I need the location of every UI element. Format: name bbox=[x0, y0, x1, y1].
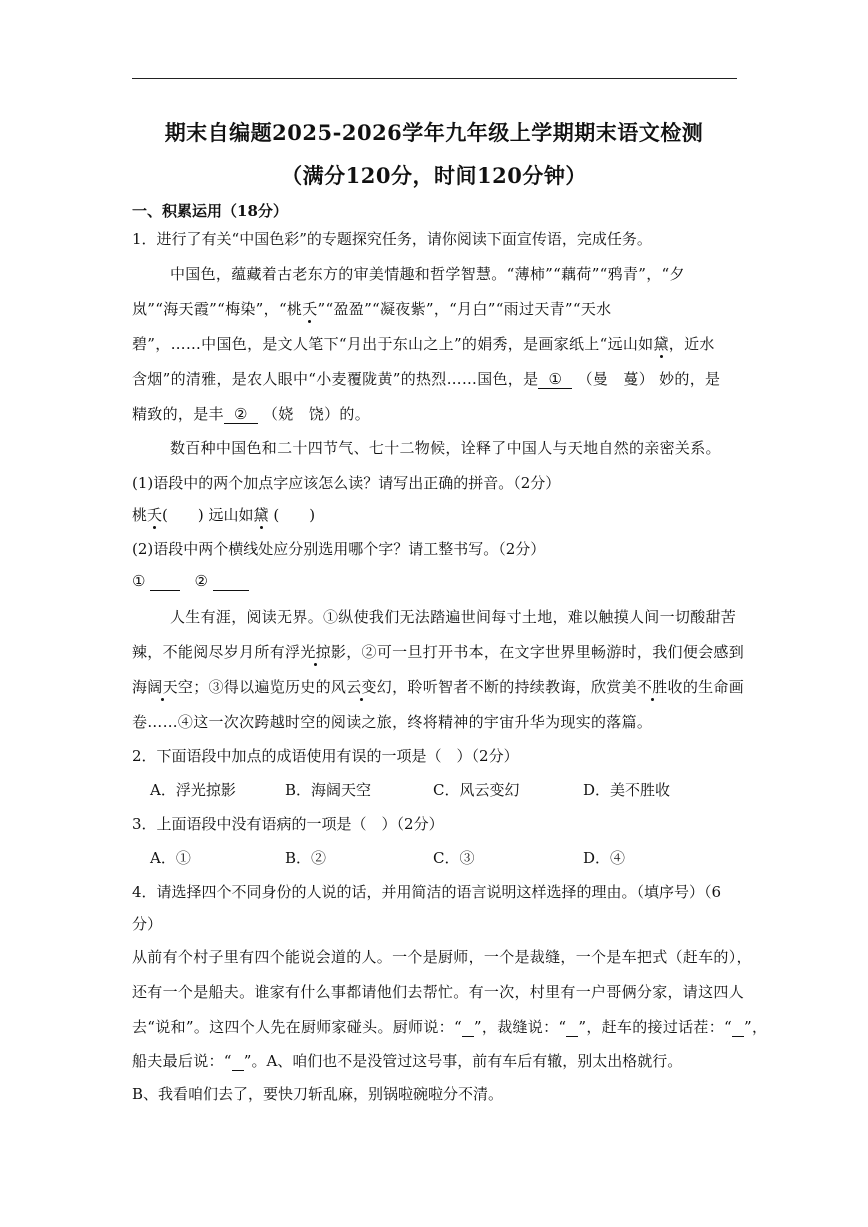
q2-option-d[interactable]: D．美不胜收 bbox=[583, 781, 671, 799]
passage2-line-1: 人生有涯，阅读无界。①纵使我们无法踏遍世间每寸土地，难以触摸人间一切酸甜苦 bbox=[170, 608, 737, 626]
passage2-line-2: 辣，不能阅尽岁月所有浮光掠影，②可一旦打开书本，在文字世界里畅游时，我们便会感到 bbox=[132, 643, 745, 661]
q1-sub1: (1)语段中的两个加点字应该怎么读？请写出正确的拼音。（2分） bbox=[132, 474, 561, 492]
blank-2[interactable]: ② bbox=[224, 405, 258, 424]
dotted-idiom: 风云变幻 bbox=[330, 678, 393, 696]
q2-option-a[interactable]: A．浮光掠影 bbox=[150, 781, 236, 799]
pinyin-answer-2[interactable]: ( ) bbox=[273, 506, 316, 524]
q2-option-b[interactable]: B．海阔天空 bbox=[285, 781, 372, 799]
q1-passage-line-1: 中国色，蕴藏着古老东方的审美情趣和哲学智慧。“薄柿”“藕荷”“鸦青”，“夕 bbox=[170, 265, 685, 283]
section-heading: 一、积累运用（18分） bbox=[132, 202, 288, 220]
dotted-char: 黛 bbox=[653, 335, 669, 353]
q1-sub2: (2)语段中两个横线处应分别选用哪个字？请工整书写。（2分） bbox=[132, 540, 546, 558]
blank-1[interactable]: ① bbox=[538, 370, 572, 389]
q4-blank-3[interactable] bbox=[732, 1018, 744, 1037]
q2-option-c[interactable]: C．风云变幻 bbox=[433, 781, 520, 799]
answer-blank-2[interactable] bbox=[213, 572, 249, 591]
q4-blank-4[interactable] bbox=[232, 1052, 244, 1071]
header-rule bbox=[132, 78, 737, 79]
exam-title: 期末自编题2025-2026学年九年级上学期期末语文检测 bbox=[164, 120, 704, 145]
passage2-line-4: 卷……④这一次次跨越时空的阅读之旅，终将精神的宇宙升华为现实的落篇。 bbox=[132, 713, 653, 731]
pinyin-answer-1[interactable]: ( ) bbox=[162, 506, 204, 524]
dotted-char: 夭 bbox=[302, 300, 318, 318]
q4-passage-line-2: 还有一个是船夫。谁家有什么事都请他们去帮忙。有一次，村里有一户哥俩分家，请这四人 bbox=[132, 983, 745, 1001]
q1-sub1-answers: 桃夭( ) 远山如黛 ( ) bbox=[132, 506, 316, 524]
q1-passage-line-6: 数百种中国色和二十四节气、七十二物候，诠释了中国人与天地自然的亲密关系。 bbox=[170, 439, 721, 457]
q4-stem-line-2: 分） bbox=[132, 915, 163, 933]
dotted-idiom: 浮光掠影 bbox=[285, 643, 347, 661]
q4-blank-1[interactable] bbox=[462, 1018, 474, 1037]
exam-subtitle: （满分120分，时间120分钟） bbox=[281, 163, 587, 188]
answer-blank-1[interactable] bbox=[150, 572, 180, 591]
dotted-char: 夭 bbox=[147, 506, 163, 524]
q3-stem: 3．上面语段中没有语病的一项是（ ）（2分） bbox=[132, 815, 444, 833]
q1-stem: 1．进行了有关“中国色彩”的专题探究任务，请你阅读下面宣传语，完成任务。 bbox=[132, 230, 652, 248]
q1-sub2-answers: ① ② bbox=[132, 572, 737, 591]
q2-stem: 2．下面语段中加点的成语使用有误的一项是（ ）（2分） bbox=[132, 747, 519, 765]
q4-blank-2[interactable] bbox=[566, 1018, 578, 1037]
q3-option-d[interactable]: D．④ bbox=[583, 849, 626, 867]
q4-passage-line-1: 从前有个村子里有四个能说会道的人。一个是厨师，一个是裁缝，一个是车把式（赶车的）， bbox=[132, 948, 752, 966]
q3-option-a[interactable]: A．① bbox=[150, 849, 191, 867]
q4-passage-line-4: 船夫最后说：“ ”。A、咱们也不是没管过这号事，前有车后有辙，别太出格就行。 bbox=[132, 1052, 683, 1070]
passage2-line-3: 海阔天空；③得以遍览历史的风云变幻，聆听智者不断的持续教诲，欣赏美不胜收的生命画 bbox=[132, 678, 745, 696]
q3-option-b[interactable]: B．② bbox=[285, 849, 327, 867]
q4-stem-line-1: 4．请选择四个不同身份的人说的话，并用简洁的语言说明这样选择的理由。（填序号）（6 bbox=[132, 883, 722, 901]
q1-passage-line-2: 岚”“海天霞”“梅染”，“桃夭”“盈盈”“凝夜紫”，“月白”“雨过天青”“天水 bbox=[132, 300, 612, 318]
q1-passage-line-3: 碧”，……中国色，是文人笔下“月出于东山之上”的娟秀，是画家纸上“远山如黛，近水 bbox=[132, 335, 715, 353]
q4-option-b: B、我看咱们去了，要快刀斩乱麻，别锅啦碗啦分不清。 bbox=[132, 1085, 504, 1103]
q1-passage-line-5: 精致的，是丰 ② （娆 饶）的。 bbox=[132, 405, 371, 423]
q3-option-c[interactable]: C．③ bbox=[433, 849, 475, 867]
dotted-idiom: 海阔天空 bbox=[132, 678, 194, 696]
q4-passage-line-3: 去“说和”。这四个人先在厨师家碰头。厨师说：“ ”，裁缝说：“ ”，赶车的接过话茬：“ ”， bbox=[132, 1018, 768, 1036]
q1-passage-line-4: 含烟”的清雅，是农人眼中“小麦覆陇黄”的热烈……国色，是 ① （曼 蔓） 妙的，是 bbox=[132, 370, 721, 388]
dotted-idiom: 美不胜收 bbox=[621, 678, 683, 696]
dotted-char: 黛 bbox=[253, 506, 269, 524]
